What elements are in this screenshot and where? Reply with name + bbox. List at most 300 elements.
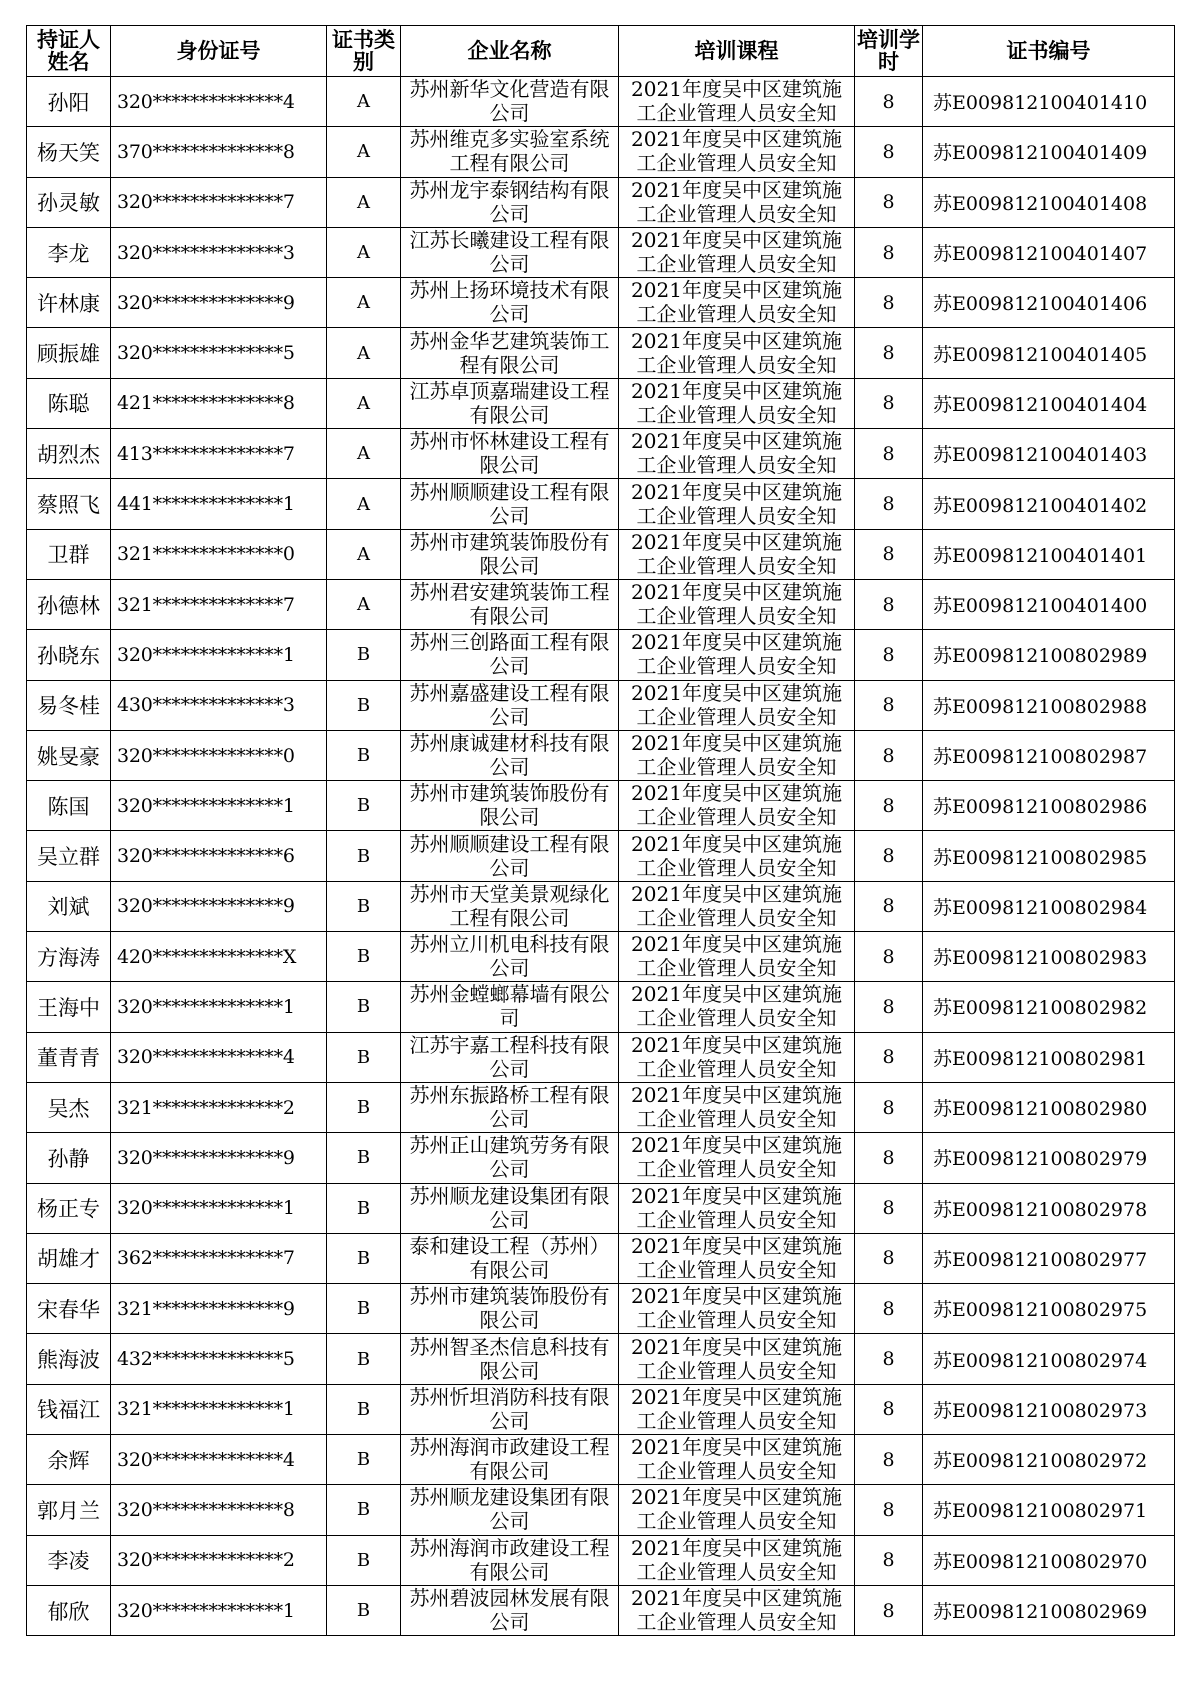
cert-number-cell: 苏E009812100802974: [923, 1334, 1175, 1384]
hours-cell: 8: [855, 680, 923, 730]
id-number-cell: 320**************6: [111, 831, 327, 881]
id-number-cell: 320**************1: [111, 1585, 327, 1635]
course-cell-text: 2021年度吴中区建筑施工企业管理人员安全知: [631, 328, 842, 377]
company-cell-text: 苏州顺龙建设集团有限公司: [409, 1485, 610, 1534]
id-number-cell: 320**************0: [111, 730, 327, 780]
cert-type-cell: A: [327, 127, 401, 177]
id-number-cell: 430**************3: [111, 680, 327, 730]
course-cell: [619, 1183, 855, 1233]
cert-type-cell: B: [327, 630, 401, 680]
cert-number-cell: 苏E009812100802975: [923, 1284, 1175, 1334]
cert-number-cell: 苏E009812100401405: [923, 328, 1175, 378]
id-number-cell: 320**************1: [111, 982, 327, 1032]
table-row: [27, 1284, 1175, 1334]
id-number-cell: 420**************X: [111, 932, 327, 982]
table-row: [27, 127, 1175, 177]
course-cell-text: 2021年度吴中区建筑施工企业管理人员安全知: [631, 580, 842, 629]
course-cell: [619, 1384, 855, 1434]
company-cell: [401, 378, 619, 428]
course-cell: [619, 932, 855, 982]
company-cell: [401, 1535, 619, 1585]
company-cell: [401, 1183, 619, 1233]
cert-type-cell: A: [327, 378, 401, 428]
cert-number-cell: 苏E009812100802989: [923, 630, 1175, 680]
company-cell-text: 苏州海润市政建设工程有限公司: [409, 1535, 610, 1584]
course-cell: [619, 1334, 855, 1384]
company-cell: [401, 1032, 619, 1082]
id-number-cell: 432**************5: [111, 1334, 327, 1384]
course-cell: [619, 1082, 855, 1132]
course-cell: [619, 278, 855, 328]
hours-cell: 8: [855, 1485, 923, 1535]
cert-type-cell: B: [327, 1082, 401, 1132]
holder-name-cell: 王海中: [27, 982, 111, 1032]
table-row: [27, 378, 1175, 428]
cert-number-cell: 苏E009812100401410: [923, 77, 1175, 127]
cert-type-cell: B: [327, 1133, 401, 1183]
company-cell: [401, 932, 619, 982]
course-cell: [619, 881, 855, 931]
cert-number-cell: 苏E009812100802983: [923, 932, 1175, 982]
course-cell: [619, 1032, 855, 1082]
course-cell-text: 2021年度吴中区建筑施工企业管理人员安全知: [631, 479, 842, 528]
id-number-cell: 320**************7: [111, 177, 327, 227]
hours-cell: 8: [855, 1585, 923, 1635]
table-row: [27, 932, 1175, 982]
course-cell: [619, 1585, 855, 1635]
id-number-cell: 413**************7: [111, 429, 327, 479]
company-cell: [401, 278, 619, 328]
hours-cell: 8: [855, 127, 923, 177]
course-cell-text: 2021年度吴中区建筑施工企业管理人员安全知: [631, 177, 842, 226]
cert-number-cell: 苏E009812100802985: [923, 831, 1175, 881]
company-cell: [401, 1485, 619, 1535]
holder-name-cell: 陈聪: [27, 378, 111, 428]
cert-type-cell: A: [327, 227, 401, 277]
course-cell-text: 2021年度吴中区建筑施工企业管理人员安全知: [631, 77, 842, 126]
holder-name-cell: 李龙: [27, 227, 111, 277]
course-cell: [619, 77, 855, 127]
course-cell-text: 2021年度吴中区建筑施工企业管理人员安全知: [631, 1284, 842, 1333]
hours-cell: 8: [855, 1435, 923, 1485]
table-row: [27, 680, 1175, 730]
table-row: [27, 1133, 1175, 1183]
hours-cell: 8: [855, 781, 923, 831]
company-cell-text: 苏州顺顺建设工程有限公司: [409, 831, 610, 880]
company-cell-text: 苏州金螳螂幕墙有限公司: [409, 982, 610, 1031]
id-number-cell: 370**************8: [111, 127, 327, 177]
hours-cell: 8: [855, 227, 923, 277]
course-cell-text: 2021年度吴中区建筑施工企业管理人员安全知: [631, 127, 842, 176]
holder-name-cell: 孙阳: [27, 77, 111, 127]
company-cell: [401, 479, 619, 529]
hours-cell: 8: [855, 429, 923, 479]
hours-cell: 8: [855, 932, 923, 982]
course-cell: [619, 378, 855, 428]
company-cell: [401, 1585, 619, 1635]
cert-number-cell: 苏E009812100401404: [923, 378, 1175, 428]
hours-cell: 8: [855, 378, 923, 428]
course-cell: [619, 479, 855, 529]
table-row: [27, 328, 1175, 378]
company-cell: [401, 328, 619, 378]
id-number-cell: 320**************4: [111, 77, 327, 127]
company-cell: [401, 1334, 619, 1384]
company-cell: [401, 1233, 619, 1283]
table-row: [27, 1485, 1175, 1535]
cert-type-cell: A: [327, 278, 401, 328]
cert-type-cell: A: [327, 177, 401, 227]
company-cell: [401, 831, 619, 881]
company-cell-text: 苏州忻坦消防科技有限公司: [409, 1384, 610, 1433]
holder-name-cell: 易冬桂: [27, 680, 111, 730]
course-cell-text: 2021年度吴中区建筑施工企业管理人员安全知: [631, 429, 842, 478]
course-cell-text: 2021年度吴中区建筑施工企业管理人员安全知: [631, 1435, 842, 1484]
course-cell: [619, 579, 855, 629]
hours-cell: 8: [855, 177, 923, 227]
table-row: [27, 579, 1175, 629]
cert-type-cell: B: [327, 1183, 401, 1233]
course-cell: [619, 982, 855, 1032]
course-cell: [619, 1435, 855, 1485]
hours-cell: 8: [855, 730, 923, 780]
company-cell: [401, 227, 619, 277]
hours-cell: 8: [855, 831, 923, 881]
id-number-cell: 321**************2: [111, 1082, 327, 1132]
holder-name-cell: 郁欣: [27, 1585, 111, 1635]
course-cell-text: 2021年度吴中区建筑施工企业管理人员安全知: [631, 680, 842, 729]
table-row: [27, 529, 1175, 579]
cert-type-cell: A: [327, 479, 401, 529]
hours-cell: 8: [855, 1384, 923, 1434]
company-cell-text: 泰和建设工程（苏州）有限公司: [409, 1233, 610, 1282]
course-cell: [619, 227, 855, 277]
hours-cell: 8: [855, 1334, 923, 1384]
cert-type-cell: B: [327, 1435, 401, 1485]
course-cell: [619, 730, 855, 780]
holder-name-cell: 李凌: [27, 1535, 111, 1585]
company-cell-text: 苏州嘉盛建设工程有限公司: [409, 680, 610, 729]
cert-type-cell: B: [327, 1585, 401, 1635]
id-number-cell: 320**************3: [111, 227, 327, 277]
company-cell: [401, 1284, 619, 1334]
cert-number-cell: 苏E009812100802972: [923, 1435, 1175, 1485]
cert-type-cell: A: [327, 77, 401, 127]
cert-number-cell: 苏E009812100401409: [923, 127, 1175, 177]
cert-number-cell: 苏E009812100802969: [923, 1585, 1175, 1635]
company-cell: [401, 730, 619, 780]
table-row: [27, 1435, 1175, 1485]
course-cell: [619, 630, 855, 680]
header-id-number: 身份证号: [111, 26, 327, 77]
header-cert-type: 证书类别: [327, 26, 401, 77]
course-cell: [619, 1233, 855, 1283]
cert-type-cell: A: [327, 529, 401, 579]
holder-name-cell: 余辉: [27, 1435, 111, 1485]
company-cell-text: 苏州金华艺建筑装饰工程有限公司: [409, 328, 610, 377]
table-row: [27, 177, 1175, 227]
cert-number-cell: 苏E009812100802971: [923, 1485, 1175, 1535]
course-cell: [619, 781, 855, 831]
id-number-cell: 320**************4: [111, 1032, 327, 1082]
course-cell-text: 2021年度吴中区建筑施工企业管理人员安全知: [631, 1083, 842, 1132]
hours-cell: 8: [855, 278, 923, 328]
course-cell: [619, 328, 855, 378]
id-number-cell: 321**************9: [111, 1284, 327, 1334]
course-cell-text: 2021年度吴中区建筑施工企业管理人员安全知: [631, 1535, 842, 1584]
table-row: [27, 1082, 1175, 1132]
holder-name-cell: 孙静: [27, 1133, 111, 1183]
table-row: [27, 831, 1175, 881]
id-number-cell: 320**************8: [111, 1485, 327, 1535]
course-cell: [619, 1535, 855, 1585]
cert-type-cell: A: [327, 579, 401, 629]
course-cell-text: 2021年度吴中区建筑施工企业管理人员安全知: [631, 781, 842, 830]
course-cell: [619, 177, 855, 227]
company-cell: [401, 881, 619, 931]
course-cell: [619, 1133, 855, 1183]
company-cell-text: 苏州东振路桥工程有限公司: [409, 1083, 610, 1132]
holder-name-cell: 吴立群: [27, 831, 111, 881]
company-cell-text: 苏州三创路面工程有限公司: [409, 630, 610, 679]
holder-name-cell: 胡雄才: [27, 1233, 111, 1283]
cert-number-cell: 苏E009812100401406: [923, 278, 1175, 328]
cert-type-cell: B: [327, 1032, 401, 1082]
table-body: [27, 77, 1175, 1636]
cert-type-cell: B: [327, 1334, 401, 1384]
holder-name-cell: 杨天笑: [27, 127, 111, 177]
header-cert-number: 证书编号: [923, 26, 1175, 77]
cert-number-cell: 苏E009812100401408: [923, 177, 1175, 227]
hours-cell: 8: [855, 1082, 923, 1132]
company-cell-text: 苏州市建筑装饰股份有限公司: [409, 529, 610, 578]
course-cell: [619, 1284, 855, 1334]
course-cell-text: 2021年度吴中区建筑施工企业管理人员安全知: [631, 1133, 842, 1182]
cert-number-cell: 苏E009812100802979: [923, 1133, 1175, 1183]
company-cell-text: 江苏卓顶嘉瑞建设工程有限公司: [409, 378, 610, 427]
course-cell-text: 2021年度吴中区建筑施工企业管理人员安全知: [631, 1485, 842, 1534]
cert-number-cell: 苏E009812100802987: [923, 730, 1175, 780]
table-row: [27, 630, 1175, 680]
company-cell-text: 苏州海润市政建设工程有限公司: [409, 1435, 610, 1484]
header-company: 企业名称: [401, 26, 619, 77]
cert-number-cell: 苏E009812100802973: [923, 1384, 1175, 1434]
cert-number-cell: 苏E009812100401407: [923, 227, 1175, 277]
company-cell: [401, 529, 619, 579]
company-cell: [401, 177, 619, 227]
holder-name-cell: 许林康: [27, 278, 111, 328]
company-cell: [401, 680, 619, 730]
holder-name-cell: 孙灵敏: [27, 177, 111, 227]
company-cell: [401, 630, 619, 680]
cert-type-cell: A: [327, 328, 401, 378]
cert-type-cell: B: [327, 1284, 401, 1334]
id-number-cell: 320**************1: [111, 781, 327, 831]
cert-number-cell: 苏E009812100401401: [923, 529, 1175, 579]
company-cell: [401, 579, 619, 629]
course-cell: [619, 680, 855, 730]
cert-type-cell: B: [327, 1384, 401, 1434]
company-cell: [401, 1082, 619, 1132]
hours-cell: 8: [855, 630, 923, 680]
company-cell-text: 苏州正山建筑劳务有限公司: [409, 1133, 610, 1182]
company-cell: [401, 982, 619, 1032]
company-cell-text: 苏州顺顺建设工程有限公司: [409, 479, 610, 528]
id-number-cell: 321**************1: [111, 1384, 327, 1434]
holder-name-cell: 熊海波: [27, 1334, 111, 1384]
holder-name-cell: 孙德林: [27, 579, 111, 629]
table-row: [27, 1032, 1175, 1082]
cert-number-cell: 苏E009812100802978: [923, 1183, 1175, 1233]
holder-name-cell: 姚旻豪: [27, 730, 111, 780]
cert-number-cell: 苏E009812100401403: [923, 429, 1175, 479]
hours-cell: 8: [855, 1032, 923, 1082]
table-row: [27, 730, 1175, 780]
holder-name-cell: 方海涛: [27, 932, 111, 982]
hours-cell: 8: [855, 328, 923, 378]
id-number-cell: 321**************7: [111, 579, 327, 629]
header-row: [27, 26, 1175, 77]
cert-number-cell: 苏E009812100802977: [923, 1233, 1175, 1283]
course-cell-text: 2021年度吴中区建筑施工企业管理人员安全知: [631, 529, 842, 578]
course-cell: [619, 1485, 855, 1535]
cert-number-cell: 苏E009812100401402: [923, 479, 1175, 529]
certificate-table: [26, 25, 1175, 1636]
holder-name-cell: 胡烈杰: [27, 429, 111, 479]
hours-cell: 8: [855, 1284, 923, 1334]
company-cell-text: 苏州维克多实验室系统工程有限公司: [409, 127, 610, 176]
company-cell-text: 苏州市建筑装饰股份有限公司: [409, 781, 610, 830]
company-cell-text: 江苏宇嘉工程科技有限公司: [409, 1032, 610, 1081]
cert-type-cell: B: [327, 831, 401, 881]
table-row: [27, 881, 1175, 931]
table-row: [27, 1233, 1175, 1283]
cert-type-cell: B: [327, 781, 401, 831]
header-name: 持证人姓名: [27, 26, 111, 77]
cert-number-cell: 苏E009812100401400: [923, 579, 1175, 629]
hours-cell: 8: [855, 1133, 923, 1183]
course-cell-text: 2021年度吴中区建筑施工企业管理人员安全知: [631, 1334, 842, 1383]
course-cell-text: 2021年度吴中区建筑施工企业管理人员安全知: [631, 731, 842, 779]
cert-type-cell: B: [327, 730, 401, 780]
holder-name-cell: 孙晓东: [27, 630, 111, 680]
cert-number-cell: 苏E009812100802970: [923, 1535, 1175, 1585]
course-cell-text: 2021年度吴中区建筑施工企业管理人员安全知: [631, 982, 842, 1031]
id-number-cell: 320**************2: [111, 1535, 327, 1585]
table-row: [27, 1585, 1175, 1635]
hours-cell: 8: [855, 1535, 923, 1585]
company-cell-text: 苏州智圣杰信息科技有限公司: [409, 1334, 610, 1383]
table-row: [27, 77, 1175, 127]
company-cell-text: 苏州立川机电科技有限公司: [409, 932, 610, 981]
course-cell-text: 2021年度吴中区建筑施工企业管理人员安全知: [631, 630, 842, 679]
cert-type-cell: A: [327, 429, 401, 479]
holder-name-cell: 吴杰: [27, 1082, 111, 1132]
course-cell-text: 2021年度吴中区建筑施工企业管理人员安全知: [631, 932, 842, 981]
id-number-cell: 320**************9: [111, 1133, 327, 1183]
cert-type-cell: B: [327, 680, 401, 730]
course-cell-text: 2021年度吴中区建筑施工企业管理人员安全知: [631, 278, 842, 327]
cert-number-cell: 苏E009812100802980: [923, 1082, 1175, 1132]
holder-name-cell: 卫群: [27, 529, 111, 579]
company-cell-text: 苏州上扬环境技术有限公司: [409, 278, 610, 327]
cert-number-cell: 苏E009812100802988: [923, 680, 1175, 730]
cert-type-cell: B: [327, 932, 401, 982]
company-cell-text: 苏州康诚建材科技有限公司: [409, 731, 610, 779]
company-cell: [401, 77, 619, 127]
hours-cell: 8: [855, 579, 923, 629]
cert-number-cell: 苏E009812100802982: [923, 982, 1175, 1032]
cert-number-cell: 苏E009812100802986: [923, 781, 1175, 831]
course-cell: [619, 429, 855, 479]
cert-type-cell: B: [327, 1485, 401, 1535]
holder-name-cell: 蔡照飞: [27, 479, 111, 529]
table-row: [27, 429, 1175, 479]
course-cell-text: 2021年度吴中区建筑施工企业管理人员安全知: [631, 831, 842, 880]
id-number-cell: 441**************1: [111, 479, 327, 529]
id-number-cell: 320**************4: [111, 1435, 327, 1485]
course-cell-text: 2021年度吴中区建筑施工企业管理人员安全知: [631, 1384, 842, 1433]
table-row: [27, 781, 1175, 831]
course-cell-text: 2021年度吴中区建筑施工企业管理人员安全知: [631, 1032, 842, 1081]
course-cell: [619, 831, 855, 881]
table-row: [27, 982, 1175, 1032]
company-cell-text: 苏州君安建筑装饰工程有限公司: [409, 580, 610, 629]
company-cell-text: 苏州碧波园林发展有限公司: [409, 1586, 610, 1635]
course-cell: [619, 127, 855, 177]
company-cell: [401, 1435, 619, 1485]
cert-number-cell: 苏E009812100802981: [923, 1032, 1175, 1082]
course-cell: [619, 529, 855, 579]
hours-cell: 8: [855, 982, 923, 1032]
hours-cell: 8: [855, 479, 923, 529]
hours-cell: 8: [855, 881, 923, 931]
company-cell: [401, 781, 619, 831]
company-cell: [401, 1384, 619, 1434]
table-row: [27, 227, 1175, 277]
holder-name-cell: 宋春华: [27, 1284, 111, 1334]
company-cell-text: 苏州市天堂美景观绿化工程有限公司: [409, 881, 610, 930]
header-hours: 培训学时: [855, 26, 923, 77]
course-cell-text: 2021年度吴中区建筑施工企业管理人员安全知: [631, 378, 842, 427]
hours-cell: 8: [855, 1183, 923, 1233]
course-cell-text: 2021年度吴中区建筑施工企业管理人员安全知: [631, 1233, 842, 1282]
holder-name-cell: 杨正专: [27, 1183, 111, 1233]
header-course: 培训课程: [619, 26, 855, 77]
holder-name-cell: 郭月兰: [27, 1485, 111, 1535]
cert-type-cell: B: [327, 982, 401, 1032]
table-row: [27, 1535, 1175, 1585]
id-number-cell: 320**************5: [111, 328, 327, 378]
holder-name-cell: 刘斌: [27, 881, 111, 931]
id-number-cell: 320**************9: [111, 881, 327, 931]
course-cell-text: 2021年度吴中区建筑施工企业管理人员安全知: [631, 881, 842, 930]
cert-type-cell: B: [327, 1233, 401, 1283]
company-cell: [401, 1133, 619, 1183]
id-number-cell: 320**************1: [111, 1183, 327, 1233]
table-row: [27, 1183, 1175, 1233]
course-cell-text: 2021年度吴中区建筑施工企业管理人员安全知: [631, 1183, 842, 1232]
table-row: [27, 278, 1175, 328]
company-cell-text: 苏州顺龙建设集团有限公司: [409, 1183, 610, 1232]
id-number-cell: 320**************9: [111, 278, 327, 328]
table-row: [27, 479, 1175, 529]
table-row: [27, 1384, 1175, 1434]
course-cell-text: 2021年度吴中区建筑施工企业管理人员安全知: [631, 1586, 842, 1635]
hours-cell: 8: [855, 77, 923, 127]
id-number-cell: 362**************7: [111, 1233, 327, 1283]
company-cell: [401, 127, 619, 177]
